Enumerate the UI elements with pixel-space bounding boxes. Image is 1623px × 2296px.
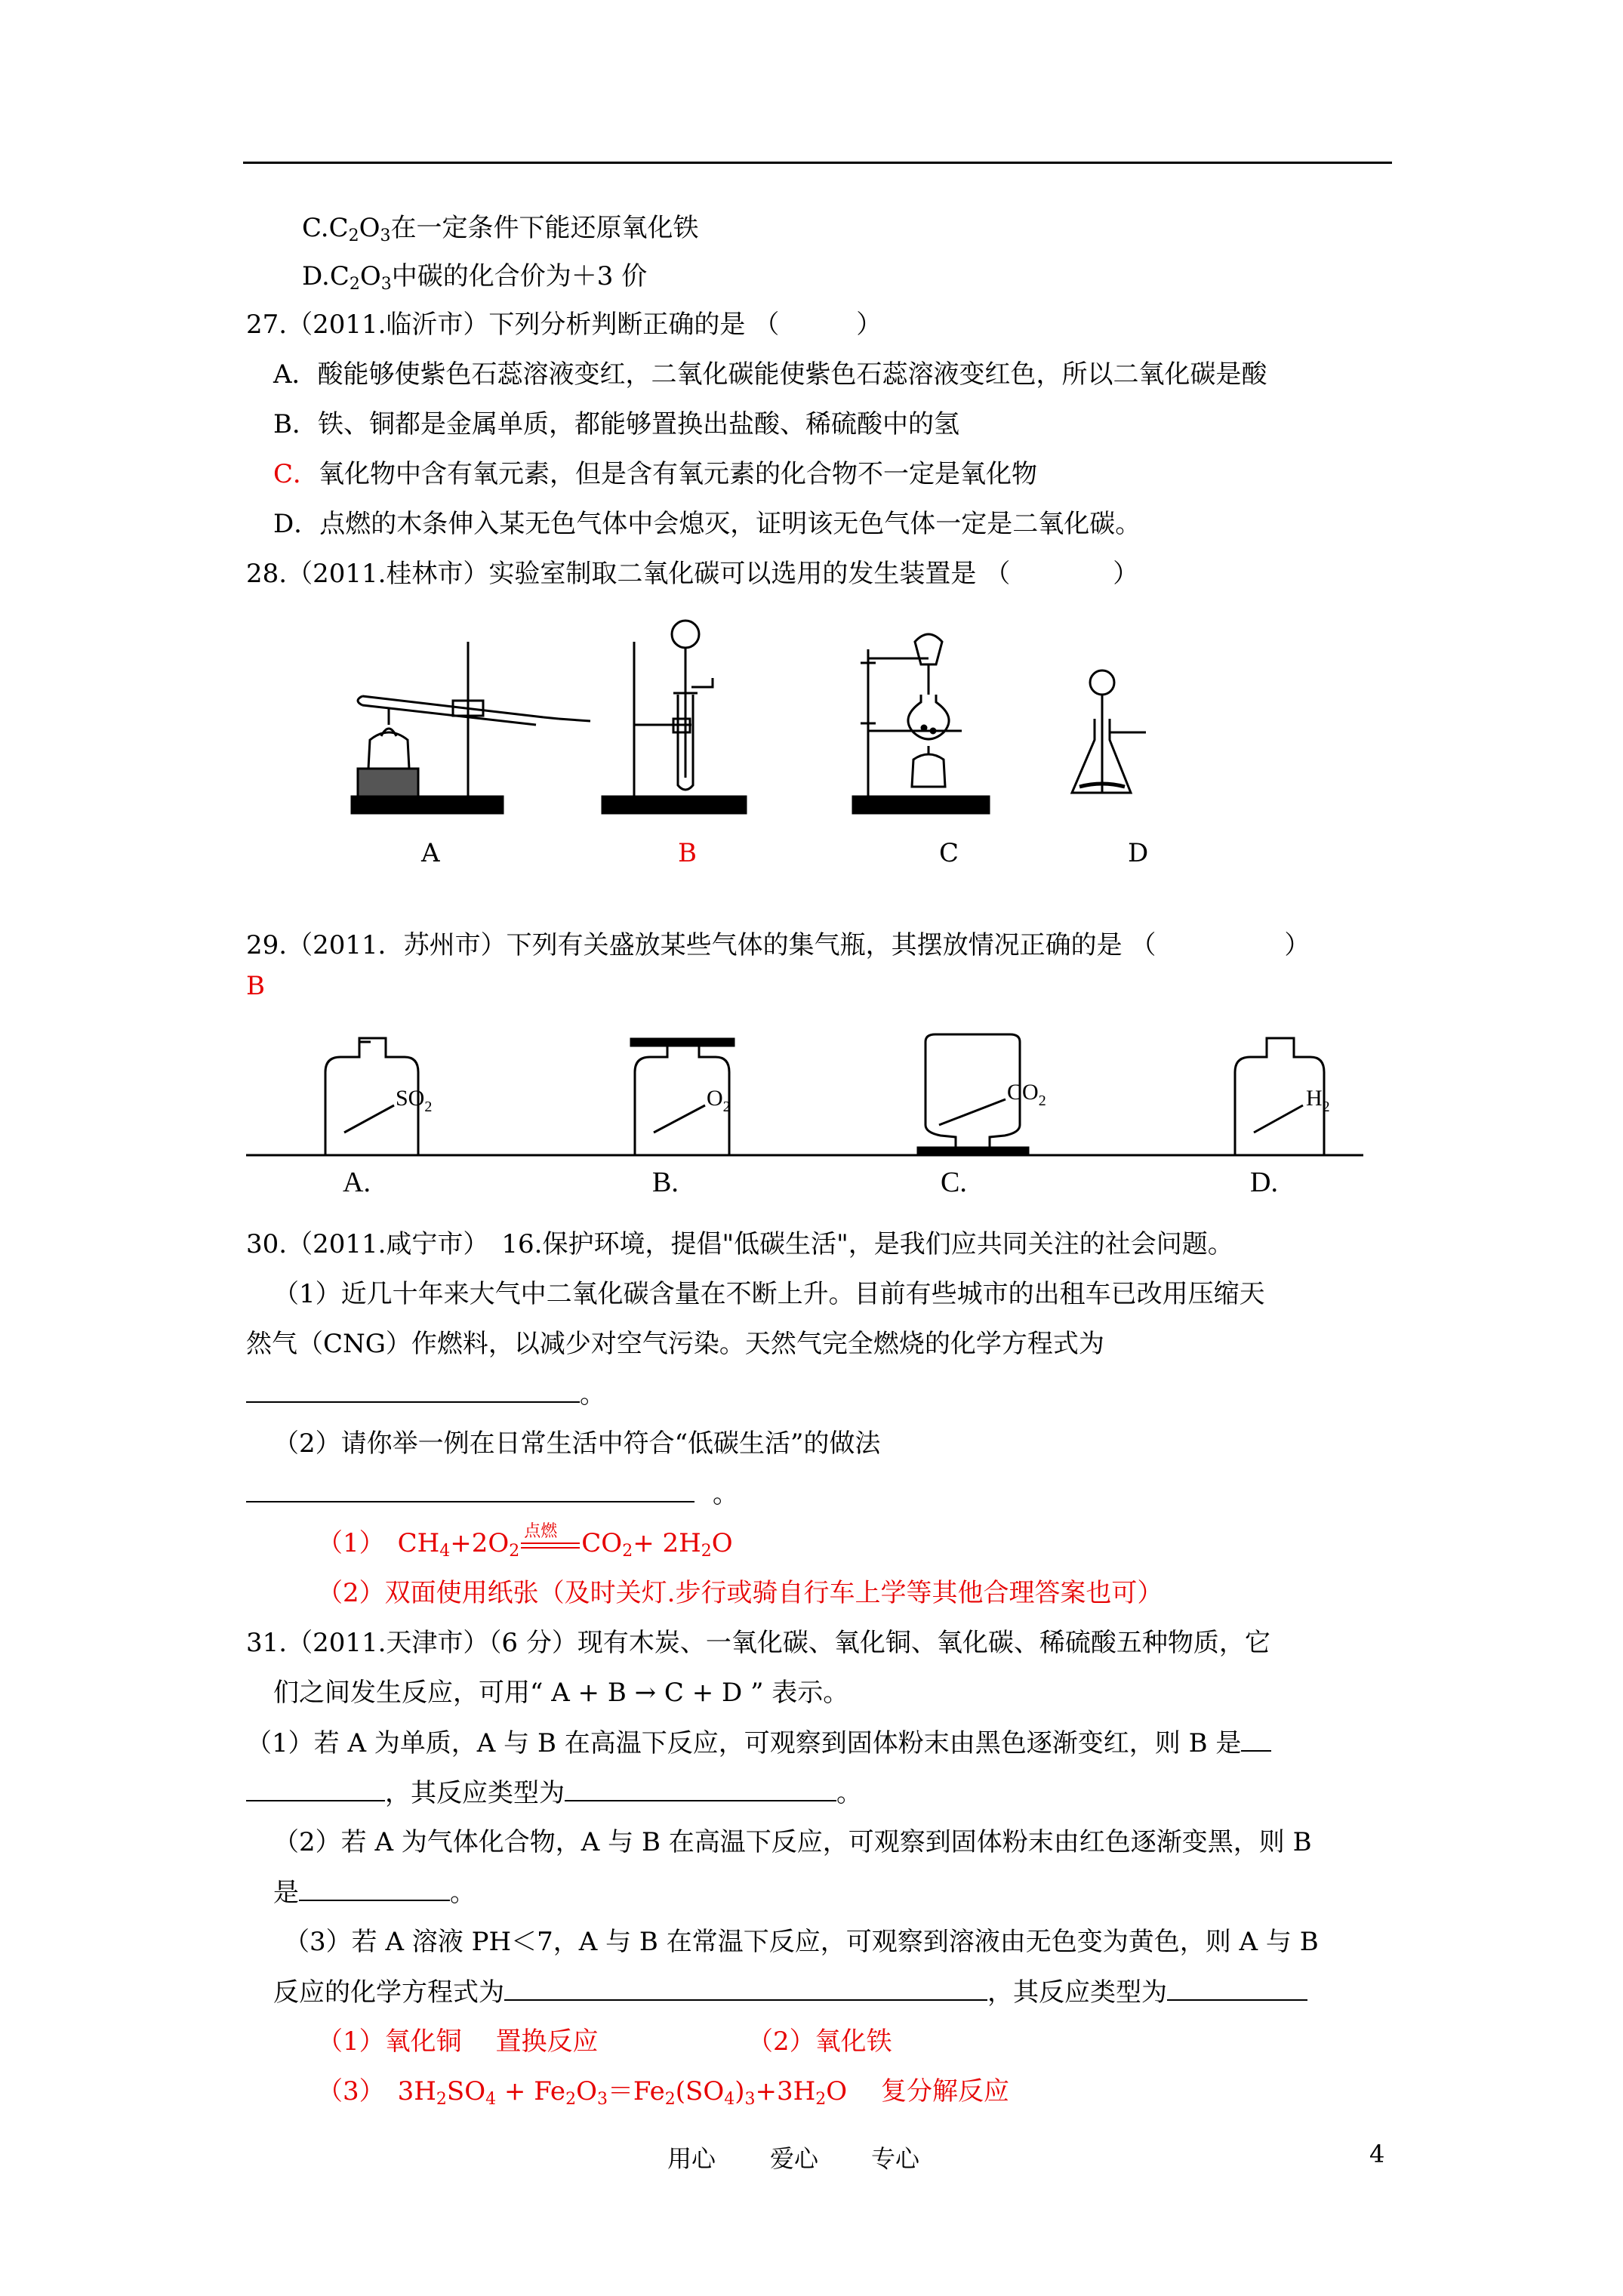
q28-apparatus-figure: [332, 612, 1178, 831]
bottle-c-gas: $CO_2$: [1007, 1080, 1046, 1109]
apparatus-b: [602, 621, 746, 813]
q31-answer-2: （2）氧化铁: [747, 2026, 892, 2057]
apparatus-d: [1072, 670, 1146, 793]
q28-label-c: C: [939, 838, 959, 868]
q31-equation-blank[interactable]: [504, 1977, 987, 2001]
q31-stem-line2: 们之间发生反应，可用“ A + B → C + D ” 表示。: [273, 1678, 849, 1708]
q31-reaction-type-blank-2[interactable]: [1167, 1977, 1307, 2001]
bottle-d-gas: $H_2$: [1306, 1086, 1330, 1115]
footer-word-1: 用心: [667, 2144, 716, 2173]
header-rule: [243, 162, 1392, 164]
apparatus-c: [853, 634, 989, 813]
q28-label-a: A: [421, 838, 440, 868]
q31-substance-b-blank[interactable]: [246, 1777, 385, 1801]
q31-part3-line1: （3）若 A 溶液 PH＜7，A 与 B 在常温下反应，可观察到溶液由无色变为黄色，则 A 与 B: [284, 1927, 1319, 1957]
q27-option-d: D．点燃的木条伸入某无色气体中会熄灭，证明该无色气体一定是二氧化碳。: [273, 509, 1141, 539]
q27-option-b: B．铁、铜都是金属单质，都能够置换出盐酸、稀硫酸中的氢: [273, 409, 959, 439]
q28-label-b: B: [678, 838, 697, 868]
footer-word-2: 爱心: [770, 2144, 819, 2173]
q30-part2: （2）请你举一例在日常生活中符合“低碳生活”的做法: [273, 1428, 881, 1459]
q27-option-a: A．酸能够使紫色石蕊溶液变红，二氧化碳能使紫色石蕊溶液变红色，所以二氧化碳是酸: [273, 359, 1267, 390]
q26-option-c: $C.C_2O_3$在一定条件下能还原氧化铁: [302, 213, 699, 245]
q29-gas-bottles-figure: [246, 1012, 1363, 1208]
q30-part1-line2: 然气（CNG）作燃料，以减少对空气污染。天然气完全燃烧的化学方程式为: [246, 1329, 1104, 1359]
q31-part3-line2: 反应的化学方程式为 ，其反应类型为: [273, 1977, 1307, 2008]
bottle-b-label: B.: [652, 1166, 679, 1198]
q31-part2-line1: （2）若 A 为气体化合物，A 与 B 在高温下反应，可观察到固体粉末由红色逐渐变黑，则 B: [273, 1827, 1312, 1857]
q30-part1-line1: （1）近几十年来大气中二氧化碳含量在不断上升。目前有些城市的出租车已改用压缩天: [273, 1279, 1265, 1309]
q30-part1-blank-line: 。: [246, 1379, 605, 1410]
q27-answer-letter: C．: [273, 459, 319, 489]
q30-answer-1: （1） $CH_4+2O_2$ 点燃 $CO_2+ 2H_2O$: [317, 1522, 733, 1561]
q31-part1-line1: （1）若 A 为单质，A 与 B 在高温下反应，可观察到固体粉末由黑色逐渐变红，则 B 是: [246, 1727, 1271, 1758]
reaction-condition-arrow: 点燃: [519, 1533, 581, 1556]
bottle-c-label: C.: [941, 1166, 967, 1198]
bottle-d-label: D.: [1250, 1166, 1278, 1198]
apparatus-a: [352, 642, 590, 813]
bottle-b-gas: $O_2$: [707, 1086, 731, 1115]
q30-stem: 30.（2011.咸宁市） 16.保护环境，提倡"低碳生活"，是我们应共同关注的社会问题。: [246, 1229, 1233, 1259]
q31-answer-3: （3） $3H_2SO_4 + Fe_2O_3=Fe_2(SO_4)_3+3H_2O$ 复分解反应: [317, 2076, 1009, 2109]
q30-part2-blank-line: 。: [246, 1478, 738, 1509]
q30-equation-blank[interactable]: [246, 1379, 580, 1403]
bottle-a-gas: $SO_2$: [396, 1086, 433, 1115]
q31-answer-1: （1）氧化铜 置换反应: [317, 2026, 599, 2057]
q30-answer-2: （2）双面使用纸张（及时关灯.步行或骑自行车上学等其他合理答案也可）: [317, 1578, 1163, 1608]
q28-label-d: D: [1128, 838, 1149, 868]
q27-stem: 27.（2011.临沂市）下列分析判断正确的是 （ ）: [246, 310, 882, 340]
page-number: 4: [1369, 2140, 1385, 2168]
q31-substance-b-blank-2[interactable]: [299, 1877, 450, 1901]
q29-stem: 29.（2011．苏州市）下列有关盛放某些气体的集气瓶，其摆放情况正确的是 （ ）: [246, 930, 1310, 960]
q31-stem-line1: 31.（2011.天津市）（6 分）现有木炭、一氧化碳、氧化铜、氧化碳、稀硫酸五种物质，它: [246, 1628, 1270, 1658]
q27-option-c: C．氧化物中含有氧元素，但是含有氧元素的化合物不一定是氧化物: [273, 459, 1038, 489]
q30-practice-blank[interactable]: [246, 1478, 694, 1502]
footer-word-3: 专心: [871, 2144, 920, 2173]
q31-part2-line2: 是 。: [273, 1878, 476, 1908]
q31-reaction-type-blank-1[interactable]: [565, 1777, 836, 1801]
q31-part1-line2: ，其反应类型为 。: [246, 1777, 862, 1808]
q26-option-d: $D.C_2O_3$中碳的化合价为＋3 价: [302, 261, 648, 294]
q28-stem: 28.（2011.桂林市）实验室制取二氧化碳可以选用的发生装置是 （ ）: [246, 559, 1139, 589]
bottle-a-label: A.: [343, 1166, 371, 1198]
q29-answer: B: [246, 971, 265, 1001]
